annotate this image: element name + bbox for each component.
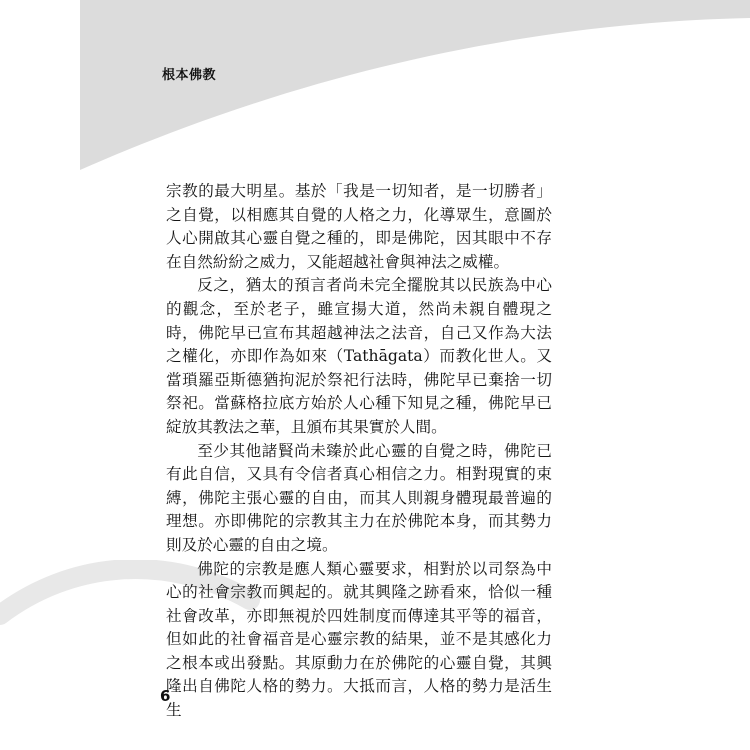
running-head-title: 根本佛教 <box>162 68 217 83</box>
paragraph-2: 反之，猶太的預言者尚未完全擺脫其以民族為中心的觀念，至於老子，雖宣揚大道，然尚未親自體現之時，佛陀早已宣布其超越神法之法音，自己又作為大法之權化，亦即作為如來（Tathāgata）而教化世人。又當瑣羅亞斯德猶拘泥於祭祀行法時，佛陀早已棄捨一切祭祀。當蘇格拉底方始於人心種下知見之種，佛陀早已綻放其教法之華，且頒布其果實於人間。 <box>166 276 552 436</box>
page-number: 6 <box>160 687 171 705</box>
body-text <box>166 180 552 723</box>
paragraph-4: 佛陀的宗教是應人類心靈要求，相對於以司祭為中心的社會宗教而興起的。就其興隆之跡看來，恰似一種社會改革，亦即無視於四姓制度而傳達其平等的福音，但如此的社會福音是心靈宗教的結果，並不是其感化力之根本或出發點。其原動力在於佛陀的心靈自覺，其興隆出自佛陀人格的勢力。大抵而言，人格的勢力是活生生 <box>166 559 552 720</box>
paragraph-1: 宗教的最大明星。基於「我是一切知者，是一切勝者」之自覺，以相應其自覺的人格之力，化導眾生，意圖於人心開啟其心靈自覺之種的，即是佛陀，因其眼中不存在自然紛紛之威力，又能超越社會與神法之威權。 <box>166 182 552 271</box>
paragraph-3: 至少其他諸賢尚未臻於此心靈的自覺之時，佛陀已有此自信，又具有令信者真心相信之力。相對現實的束縛，佛陀主張心靈的自由，而其人則親身體現最普遍的理想。亦即佛陀的宗教其主力在於佛陀本身，而其勢力則及於心靈的自由之境。 <box>166 441 552 554</box>
